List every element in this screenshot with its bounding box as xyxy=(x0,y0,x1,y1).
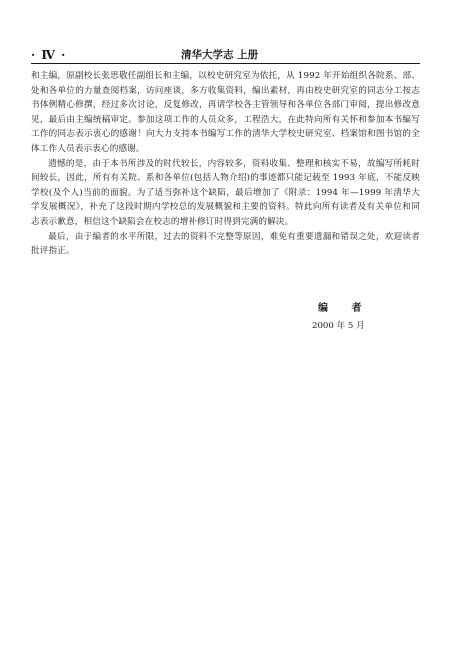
book-title: 清华大学志 上册 xyxy=(181,49,259,61)
editor-signature: 编 者 xyxy=(318,303,372,314)
paragraph-regret: 遗憾的是，由于本书所涉及的时代较长，内容较多，资料收集、整理和核实不易，故编写所耗时间较长，因此，所有有关院、系和各单位(包括人物介绍)的事迹都只能记载至 1993 年底，不能反映学校(及个人)当前的面貌。为了适当弥补这个缺陷，最后增加了《附录：1994 年—1999 年清华大学发展概况》，补充了这段时期内学校总的发展概貌和主要的资料。特此向所有读者及有关单位和同志表示歉意，相信这个缺陷会在校志的增补修订时得到完满的解决。 xyxy=(31,158,420,227)
running-header xyxy=(31,36,420,62)
header-rule xyxy=(31,63,420,64)
body-text xyxy=(31,69,420,259)
page-number: · Ⅳ · xyxy=(31,48,67,62)
paragraph-continuation: 和主编，原副校长张思敬任副组长和主编，以校史研究室为依托，从 1992 年开始组织各院系、部、处和各单位的力量查阅档案，访问座谈，多方收集资料，编出素材，再由校史研究室的同志分工按志书体例精心修撰，经过多次讨论，反复修改，再请学校各主管领导和各单位各部门审阅，提出修改意见，最后由主编统稿审定。参加这项工作的人员众多，工程浩大，在此特向所有关怀和参加本书编写工作的同志表示衷心的感谢！向大力支持本书编写工作的清华大学校史研究室、档案馆和图书馆的全体工作人员表示衷心的感谢。 xyxy=(31,71,420,154)
signature-date: 2000 年 5 月 xyxy=(312,321,365,331)
paragraph-closing: 最后，由于编者的水平所限，过去的资料不完整等原因，难免有重要遗漏和错误之处，欢迎读者批评指正。 xyxy=(31,231,420,257)
